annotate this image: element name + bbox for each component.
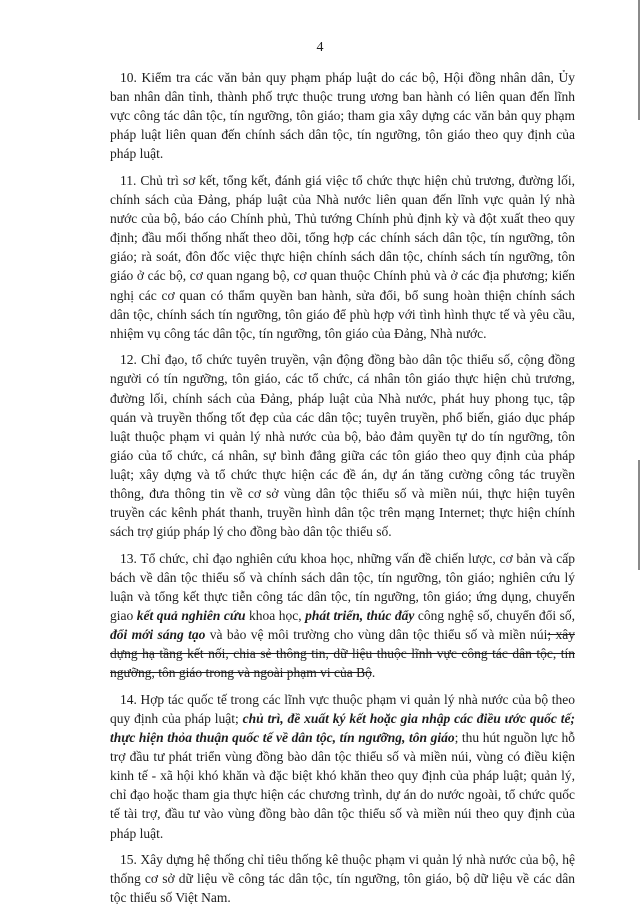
struck-through-text: ; xây dựng hạ tầng kết nối, chia sẻ thông tin, dữ liệu thuộc lĩnh vực công tác dân tộc, tín ngưỡng, tôn giáo trong và ngoài phạm vi của Bộ: [110, 627, 575, 681]
page-number: 4: [316, 40, 324, 55]
text-segment: 11. Chủ trì sơ kết, tổng kết, đánh giá việc tổ chức thực hiện chủ trương, đường lối, chính sách của Đảng, pháp luật của Nhà nước liên quan đến lĩnh vực quản lý nhà nước của bộ, báo cáo Chính phủ, Thủ tướng Chính phủ định kỳ và đột xuất theo quy định; đầu mối thống nhất theo dõi, tổng hợp các chính sách dân tộc, tín ngưỡng, tôn giáo; rà soát, đôn đốc việc thực hiện chính sách dân tộc, chính sách tín ngưỡng, tôn giáo ở các bộ, cơ quan ngang bộ, cơ quan thuộc Chính phủ và ở các địa phương; kiến nghị các cơ quan có thẩm quyền ban hành, sửa đổi, bổ sung hoàn thiện chính sách dân tộc, chính sách tín ngưỡng, tôn giáo để phù hợp với tình hình thực tế và yêu cầu, nhiệm vụ công tác dân tộc, tín ngưỡng, tôn giáo của Đảng, Nhà nước.: [110, 172, 575, 341]
paragraph-13: [110, 549, 575, 683]
text-segment: khoa học,: [245, 608, 306, 624]
text-segment: 13. Tổ chức, chỉ đạo nghiên cứu khoa học, những vấn đề chiến lược, cơ bản và cấp bách về dân tộc thiểu số và chính sách dân tộc, tín ngưỡng, tôn giáo; nghiên cứu lý luận và tổng kết thực tiễn công tác dân tộc, tín ngưỡng, tôn giáo; ứng dụng, chuyển giao: [110, 550, 575, 624]
text-segment: công nghệ số, chuyển đổi số,: [414, 608, 576, 624]
paragraph-10: [110, 68, 575, 163]
text-segment: 14. Hợp tác quốc tế trong các lĩnh vực thuộc phạm vi quản lý nhà nước của bộ theo quy định của pháp luật;: [110, 691, 575, 726]
text-segment: 10. Kiểm tra các văn bản quy phạm pháp luật do các bộ, Hội đồng nhân dân, Ủy ban nhân dân tỉnh, thành phố trực thuộc trung ương ban hành có liên quan đến lĩnh vực công tác dân tộc, tín ngưỡng, tôn giáo; tham gia xây dựng các văn bản quy phạm pháp luật liên quan đến chính sách dân tộc, tín ngưỡng, tôn giáo theo quy định của pháp luật.: [110, 70, 575, 162]
text-segment: 12. Chỉ đạo, tổ chức tuyên truyền, vận động đồng bào dân tộc thiểu số, cộng đồng người có tín ngưỡng, tôn giáo, các tổ chức, cá nhân tôn giáo thực hiện chủ trương, đường lối, chính sách của Đảng, pháp luật của Nhà nước, phát huy phong tục, tập quán và truyền thống tốt đẹp của các dân tộc; tuyên truyền, phổ biến, giáo dục pháp luật thuộc phạm vi quản lý nhà nước của bộ, bảo đảm quyền tự do tín ngưỡng, tôn giáo của tổ chức, cá nhân, sự bình đẳng giữa các tôn giáo theo quy định của pháp luật; xây dựng và tổ chức thực hiện các đề án, dự án tăng cường công tác truyền thông, đưa thông tin về cơ sở vùng dân tộc thiểu số và miền núi, thực hiện tuyên truyền các kênh phát thanh, truyền hình dân tộc trên mạng Internet; thực hiện chính sách trợ giúp pháp lý cho đồng bào dân tộc thiểu số.: [110, 352, 575, 540]
text-segment: 15. Xây dựng hệ thống chỉ tiêu thống kê thuộc phạm vi quản lý nhà nước của bộ, hệ thống cơ sở dữ liệu về công tác dân tộc, tín ngưỡng, tôn giáo, bộ dữ liệu về các dân tộc thiểu số Việt Nam.: [110, 852, 575, 906]
text-segment: và bảo vệ môi trường cho vùng dân tộc thiểu số và miền núi: [205, 627, 548, 643]
emphasized-text: chủ trì, đề xuất ký kết hoặc gia nhập các điều ước quốc tế; thực hiện thỏa thuận quốc tế về dân tộc, tín ngưỡng, tôn giáo: [110, 711, 575, 746]
document-body: [110, 68, 575, 907]
emphasized-text: phát triển, thúc đẩy: [305, 608, 415, 624]
text-segment: .: [371, 665, 376, 681]
paragraph-14: [110, 690, 575, 843]
text-segment: ; thu hút nguồn lực hỗ trợ đầu tư phát triển vùng đồng bào dân tộc thiểu số và miền núi, vùng có điều kiện kinh tế - xã hội khó khăn và đặc biệt khó khăn theo quy định của pháp luật; quản lý, chỉ đạo hoặc tham gia thực hiện các chương trình, dự án do nước ngoài, tổ chức quốc tế tài trợ, đầu tư vào vùng đồng bào dân tộc thiểu số và miền núi theo quy định của pháp luật.: [110, 730, 575, 841]
emphasized-text: kết quả nghiên cứu: [136, 608, 246, 624]
paragraph-15: [110, 850, 575, 907]
paragraph-12: [110, 350, 575, 541]
paragraph-11: [110, 171, 575, 343]
emphasized-text: đổi mới sáng tạo: [110, 627, 206, 643]
